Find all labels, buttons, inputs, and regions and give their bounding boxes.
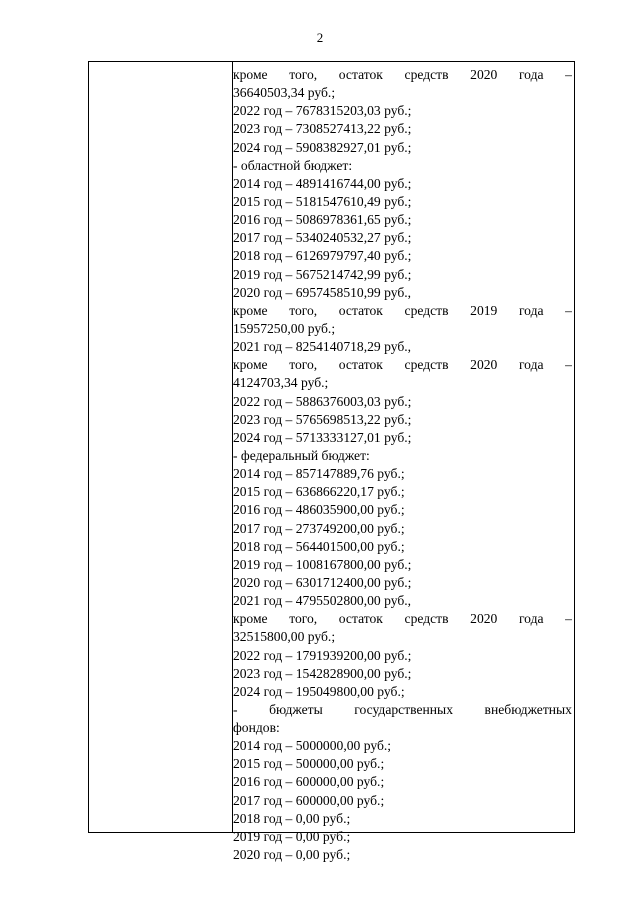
text-line: фондов: [233, 720, 280, 736]
word: – [565, 67, 572, 82]
funding-table [88, 61, 575, 863]
word: кроме [233, 611, 268, 627]
text-line: 2019 год – 5675214742,99 руб.; [233, 266, 412, 282]
text-line: 2020 год – 0,00 руб.; [233, 847, 351, 863]
text-line: 36640503,34 руб.; [233, 85, 336, 101]
text-line-justified [233, 701, 572, 719]
table-right-cell [233, 66, 572, 864]
word: года [518, 611, 544, 627]
text-line: 2023 год – 5765698513,22 руб.; [233, 411, 412, 427]
word: 2020 [470, 67, 498, 82]
text-line: 2016 год – 486035900,00 руб.; [233, 502, 405, 518]
word: внебюджетных [484, 701, 572, 717]
word: 2019 [470, 302, 498, 318]
word: средств [404, 302, 449, 318]
word: того, [289, 302, 318, 318]
text-line: 2021 год – 8254140718,29 руб., [233, 339, 412, 355]
text-line: 2024 год – 195049800,00 руб.; [233, 683, 405, 699]
text-line: 2017 год – 5340240532,27 руб.; [233, 230, 412, 246]
text-line: 2015 год – 500000,00 руб.; [233, 756, 385, 772]
text-line: 2014 год – 5000000,00 руб.; [233, 738, 392, 754]
text-line: 2020 год – 6301712400,00 руб.; [233, 574, 412, 590]
word: года [518, 302, 544, 318]
text-line: 2016 год – 600000,00 руб.; [233, 774, 385, 790]
text-line-justified [233, 610, 572, 628]
text-line: 2015 год – 5181547610,49 руб.; [233, 193, 412, 209]
word: - [233, 701, 238, 717]
text-line: 2024 год – 5908382927,01 руб.; [233, 139, 412, 155]
word: остаток [338, 357, 383, 373]
text-line: 2019 год – 0,00 руб.; [233, 828, 351, 844]
text-line: 2015 год – 636866220,17 руб.; [233, 484, 405, 500]
text-line: 2024 год – 5713333127,01 руб.; [233, 429, 412, 445]
text-line-justified [233, 356, 572, 374]
word: средств [404, 67, 449, 82]
text-line-justified [233, 66, 572, 84]
text-line: 32515800,00 руб.; [233, 629, 336, 645]
text-line: 2016 год – 5086978361,65 руб.; [233, 212, 412, 228]
text-line: 2018 год – 564401500,00 руб.; [233, 538, 405, 554]
text-line: 2014 год – 857147889,76 руб.; [233, 466, 405, 482]
word: – [565, 302, 572, 318]
text-line: 2023 год – 7308527413,22 руб.; [233, 121, 412, 137]
text-line: 2022 год – 1791939200,00 руб.; [233, 647, 412, 663]
text-line: 2023 год – 1542828900,00 руб.; [233, 665, 412, 681]
word: средств [404, 611, 449, 627]
word: года [518, 67, 544, 82]
word: – [565, 357, 572, 373]
word: 2020 [470, 611, 498, 627]
text-line: 2017 год – 600000,00 руб.; [233, 792, 385, 808]
text-line: - федеральный бюджет: [233, 447, 370, 463]
word: остаток [338, 611, 383, 627]
word: того, [289, 67, 318, 82]
word: кроме [233, 67, 268, 82]
text-line: 2020 год – 6957458510,99 руб., [233, 284, 412, 300]
text-line: 2017 год – 273749200,00 руб.; [233, 520, 405, 536]
word: того, [289, 611, 318, 627]
text-line: 2022 год – 5886376003,03 руб.; [233, 393, 412, 409]
text-line: 2022 год – 7678315203,03 руб.; [233, 103, 412, 119]
word: того, [289, 357, 318, 373]
word: бюджеты [269, 701, 323, 717]
word: средств [404, 357, 449, 373]
text-line: 2021 год – 4795502800,00 руб., [233, 593, 412, 609]
table-left-cell [89, 62, 233, 832]
word: кроме [233, 302, 268, 318]
text-line: 4124703,34 руб.; [233, 375, 329, 391]
word: – [565, 611, 572, 627]
word: года [518, 357, 544, 373]
text-line-justified [233, 302, 572, 320]
word: 2020 [470, 357, 498, 373]
word: остаток [338, 302, 383, 318]
word: кроме [233, 357, 268, 373]
text-line: 2018 год – 0,00 руб.; [233, 810, 351, 826]
text-line: 2014 год – 4891416744,00 руб.; [233, 175, 412, 191]
page-number: 2 [316, 30, 324, 45]
word: остаток [338, 67, 383, 82]
text-line: 2019 год – 1008167800,00 руб.; [233, 556, 412, 572]
text-line: - областной бюджет: [233, 157, 353, 173]
word: государственных [354, 701, 453, 717]
text-line: 2018 год – 6126979797,40 руб.; [233, 248, 412, 264]
text-line: 15957250,00 руб.; [233, 320, 336, 336]
